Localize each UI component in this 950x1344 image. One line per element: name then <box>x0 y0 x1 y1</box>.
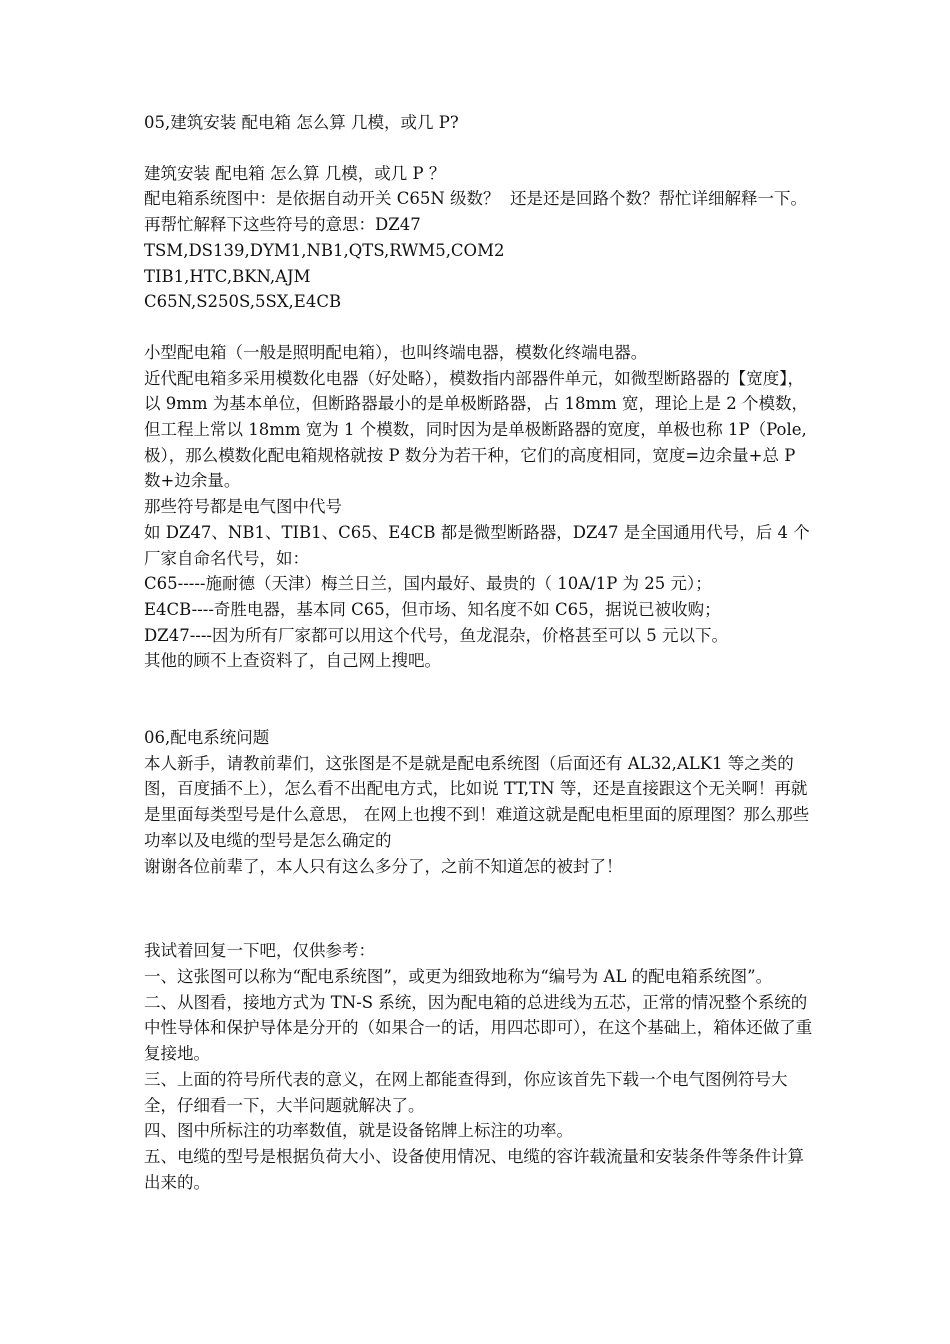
q06-question-paragraph: 本人新手，请教前辈们，这张图是不是就是配电系统图（后面还有 AL32,ALK1 等之类的图，百度插不上），怎么看不出配电方式，比如说 TT,TN 等，还是直接跟这个无关啊！再就是里面每类型号是什么意思， 在网上也搜不到！难道这就是配电柜里面的原理图？那么那些功率以及电缆的型号是怎么确定的 <box>144 753 810 850</box>
q06-answer-paragraph: 四、图中所标注的功率数值，就是设备铭牌上标注的功率。 <box>144 1121 573 1141</box>
q05-answer-paragraph: 那些符号都是电气图中代号 <box>144 497 342 517</box>
q05-question-line: 再帮忙解释下这些符号的意思：DZ47 <box>144 215 421 235</box>
q06-answer-paragraph: 我试着回复一下吧，仅供参考： <box>144 941 375 961</box>
spacer <box>144 879 814 938</box>
q05-question-line: C65N,S250S,5SX,E4CB <box>144 292 342 312</box>
q05-question-line: 建筑安装 配电箱 怎么算 几模，或几 P ？ <box>144 163 446 183</box>
q06-question-paragraph: 谢谢各位前辈了，本人只有这么多分了，之前不知道怎的被封了！ <box>144 856 623 876</box>
q05-answer-paragraph: 小型配电箱（一般是照明配电箱），也叫终端电器，模数化终端电器。 <box>144 342 648 362</box>
document-page <box>144 110 814 1195</box>
q05-answer-paragraph: 如 DZ47、NB1、TIB1、C65、E4CB 都是微型断路器，DZ47 是全国通用代号，后 4 个厂家自命名代号，如： <box>144 522 810 568</box>
q05-answer-paragraph: 近代配电箱多采用模数化电器（好处略），模数指内部器件单元，如微型断路器的【宽度】，以 9mm 为基本单位，但断路器最小的是单极断路器，占 18mm 宽，理论上是 2 个模数，但工程上常以 18mm 宽为 1 个模数，同时因为是单极断路器的宽度，单极也称 1P（Pole,极），那么模数化配电箱规格就按 P 数分为若干种，它们的高度相同，宽度=边余量+总 P 数+边余量。 <box>144 368 809 491</box>
q06-answer-paragraph: 二、从图看，接地方式为 TN-S 系统，因为配电箱的总进线为五芯，正常的情况整个系统的中性导体和保护导体是分开的（如果合一的话，用四芯即可），在这个基础上，箱体还做了重复接地。 <box>144 992 813 1064</box>
q06-answer-paragraph: 三、上面的符号所代表的意义，在网上都能查得到，你应该首先下载一个电气图例符号大全，仔细看一下，大半问题就解决了。 <box>144 1069 788 1115</box>
q05-title: 05,建筑安装 配电箱 怎么算 几模，或几 P? <box>144 113 459 132</box>
spacer <box>144 136 814 161</box>
q05-answer-paragraph: C65-----施耐德（天津）梅兰日兰，国内最好、最贵的（ 10A/1P 为 25 元）； <box>144 574 712 594</box>
spacer <box>144 674 814 725</box>
q06-title: 06,配电系统问题 <box>144 728 270 748</box>
q05-question-line: TIB1,HTC,BKN,AJM <box>144 266 311 286</box>
q05-question-line: TSM,DS139,DYM1,NB1,QTS,RWM5,COM2 <box>144 240 505 260</box>
q05-question-line: 配电箱系统图中：是依据自动开关 C65N 级数？ 还是还是回路个数？帮忙详细解释一下。 <box>144 189 808 209</box>
q06-answer-paragraph: 五、电缆的型号是根据负荷大小、设备使用情况、电缆的容许载流量和安装条件等条件计算出来的。 <box>144 1146 804 1192</box>
spacer <box>144 315 814 340</box>
q06-answer-paragraph: 一、这张图可以称为“配电系统图”，或更为细致地称为“编号为 AL 的配电箱系统图”。 <box>144 966 773 986</box>
q05-answer-paragraph: 其他的顾不上查资料了，自己网上搜吧。 <box>144 651 441 671</box>
q05-answer-paragraph: DZ47----因为所有厂家都可以用这个代号，鱼龙混杂，价格甚至可以 5 元以下。 <box>144 625 728 645</box>
q05-answer-paragraph: E4CB----奇胜电器，基本同 C65，但市场、知名度不如 C65，据说已被收购； <box>144 599 721 619</box>
